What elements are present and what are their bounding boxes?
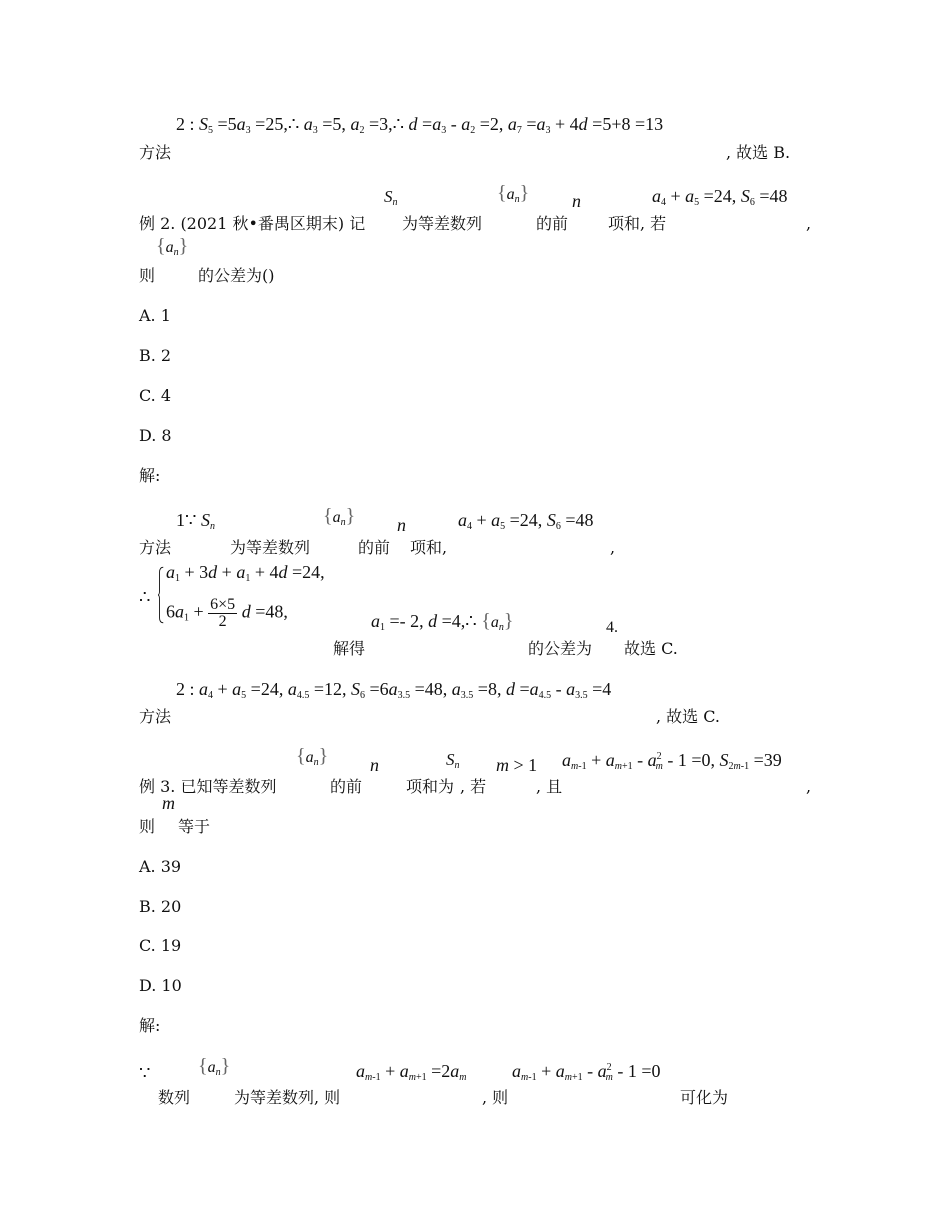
method-label: 方法	[139, 143, 172, 162]
system-eq1: $a_1 + 3d + a_1 + 4d =24$,	[166, 562, 325, 584]
method2-formula: 2 : $a_4 + a_5 =24$, $a_{4.5} =12$, $S_6 =6a_{3.5} =48$, $a_{3.5} =8$, $d =a_{4.5} - a_{3.5} =4$	[176, 679, 612, 701]
example3-stem-f: ,	[806, 777, 812, 796]
option-d-3: D. 10	[139, 976, 182, 995]
common-diff-text: 的公差为	[528, 639, 593, 658]
option-b-3: B. 20	[139, 897, 182, 916]
sol-text-a: 数列	[158, 1088, 191, 1107]
m-symbol: m	[162, 793, 175, 813]
example3-line2-a: 则	[139, 817, 156, 836]
method1-text-c: 项和,	[410, 538, 448, 557]
example3-line2-b: 等于	[178, 817, 211, 836]
example3-stem-d: , 若	[460, 777, 487, 796]
solution-label: 解:	[139, 466, 161, 485]
example3-stem-a: 例 3. 已知等差数列	[139, 777, 277, 796]
method2-conclusion: , 故选 C.	[656, 707, 721, 726]
sn-symbol: $S_n$	[384, 187, 398, 208]
method1-result-tail: 4.	[606, 619, 618, 636]
option-a: A. 1	[139, 306, 171, 325]
an-sequence-symbol: $\{a_n\}$	[497, 182, 530, 205]
example2-stem-b: 为等差数列	[402, 214, 483, 233]
example3-condition: $a_{m-1} + a_{m+1} - a^2_m - 1 =0$, $S_{2m-1} =39$	[562, 750, 782, 772]
system-eq2: $6a_1$ + $\frac{6\times 5}{2}$ d =48,	[166, 596, 288, 630]
solution-label-3: 解:	[139, 1016, 161, 1035]
solve-label: 解得	[333, 639, 366, 658]
example2-stem-c: 的前	[536, 214, 569, 233]
example2-stem-a: 例 2. (2021 秋•番禺区期末) 记	[139, 214, 366, 233]
example3-stem-c: 项和为	[406, 777, 455, 796]
conclusion-b: , 故选 B.	[726, 143, 791, 162]
example2-stem-d: 项和, 若	[608, 214, 667, 233]
an-sequence-symbol-3: $\{a_n\}$	[323, 505, 356, 528]
sn-symbol-2: $S_n$	[446, 750, 460, 771]
m-gt-1: m > 1	[496, 755, 538, 775]
an-sequence-symbol-2: $\{a_n\}$	[156, 235, 189, 258]
system-brace	[158, 557, 164, 633]
method1-text-a: 为等差数列	[230, 538, 311, 557]
sol-text-d: 可化为	[680, 1088, 729, 1107]
option-d: D. 8	[139, 426, 172, 445]
example3-stem-b: 的前	[330, 777, 363, 796]
sol-text-c: , 则	[482, 1088, 509, 1107]
an-sequence-symbol-5: $\{a_n\}$	[198, 1055, 231, 1078]
method1-label: 方法	[139, 538, 172, 557]
n-symbol-2: n	[397, 515, 406, 535]
option-b: B. 2	[139, 346, 172, 365]
option-c-3: C. 19	[139, 936, 182, 955]
sol-text-b: 为等差数列, 则	[234, 1088, 341, 1107]
method1-text-d: ,	[610, 538, 616, 557]
example2-line2-a: 则	[139, 266, 156, 285]
example2-line2-b: 的公差为()	[198, 266, 275, 285]
example2-condition: $a_4 + a_5 =24$, $S_6 =48$	[652, 186, 788, 208]
option-a-3: A. 39	[139, 857, 182, 876]
n-symbol-3: n	[370, 755, 379, 775]
method2-label: 方法	[139, 707, 172, 726]
sol-eq1: $a_{m-1} + a_{m+1} =2a_m$	[356, 1061, 467, 1083]
an-sequence-symbol-4: $\{a_n\}$	[296, 745, 329, 768]
example2-stem-e: ,	[806, 214, 812, 233]
sol-eq2: $a_{m-1} + a_{m+1} - a^2_m - 1 =0$	[512, 1061, 661, 1083]
method1-because-sn: 1∵ $S_n$	[176, 510, 215, 532]
method1-result: $a_1 =- 2$, d =4,∴ $\{a_n\}$	[371, 610, 514, 633]
option-c: C. 4	[139, 386, 172, 405]
n-symbol: n	[572, 191, 581, 211]
method1-text-b: 的前	[358, 538, 391, 557]
therefore-symbol: ∴	[139, 587, 151, 607]
because-symbol: ∵	[139, 1063, 151, 1083]
method2-formula-line: 2 : $S_5 =5a_3$ =25,∴ $a_3 =5$, $a_2$ =3,∴ $d =a_3 - a_2 =2$, $a_7 =a_3 + 4d =5+8 =13$	[176, 114, 664, 136]
method1-condition: $a_4 + a_5 =24$, $S_6 =48$	[458, 510, 594, 532]
choose-c: 故选 C.	[624, 639, 678, 658]
example3-stem-e: , 且	[536, 777, 563, 796]
